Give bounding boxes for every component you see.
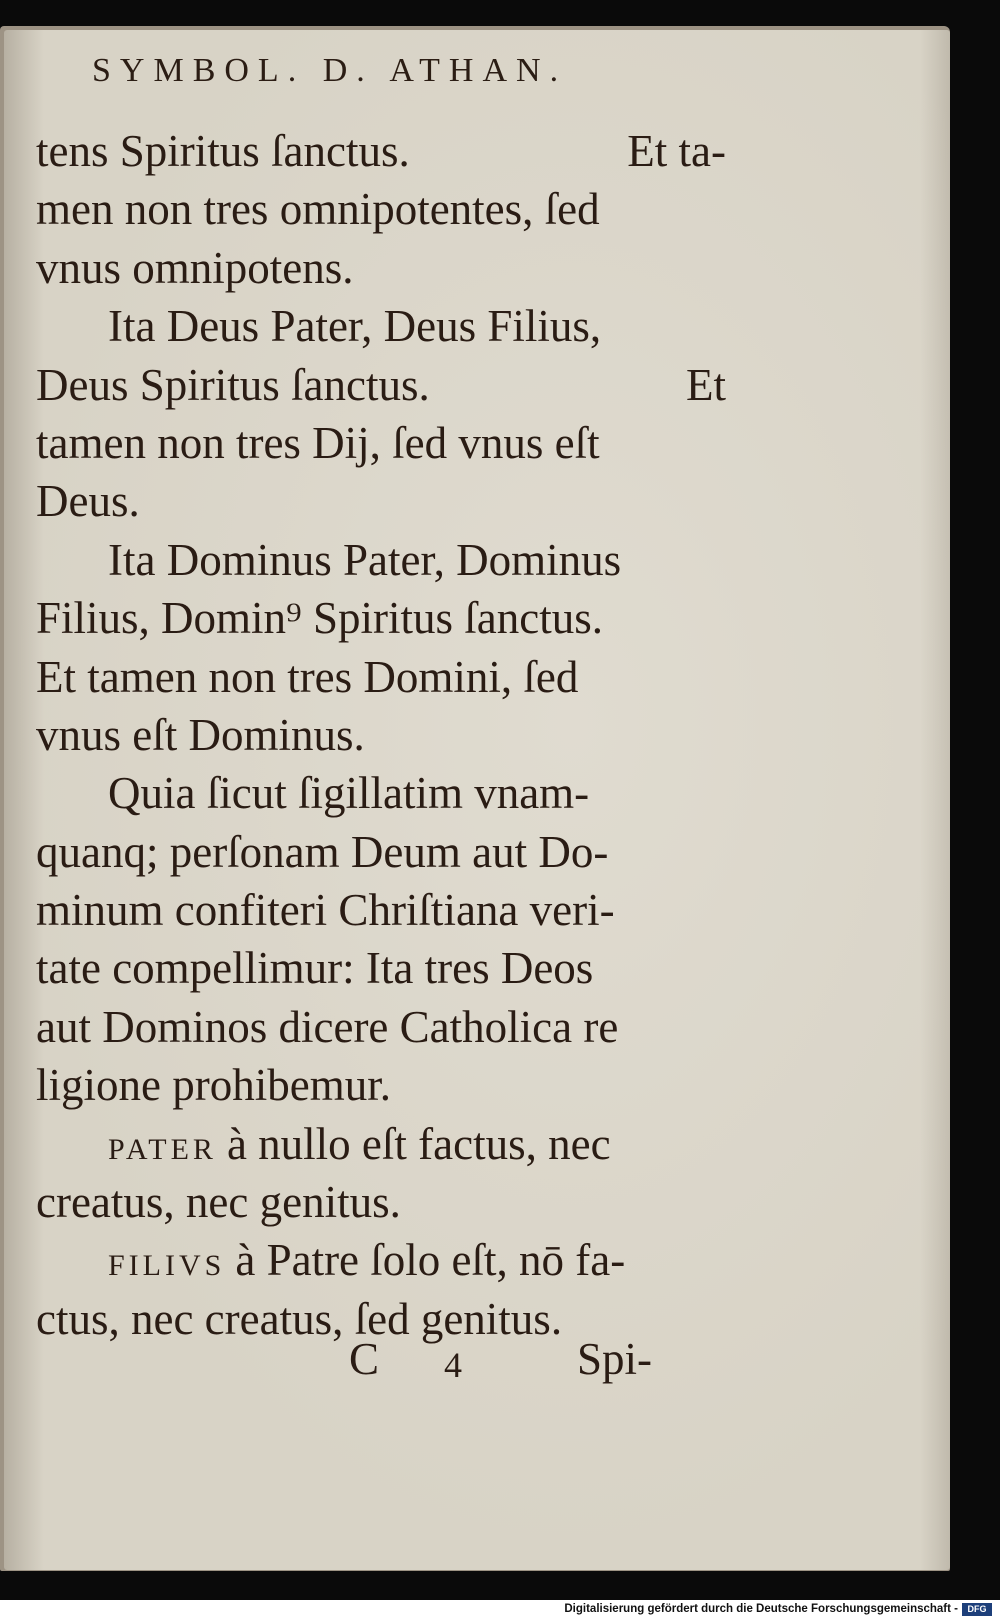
line-text: Et tamen non tres Domini, ſed	[36, 651, 579, 702]
line-text: Deus Spiritus ſanctus.	[36, 359, 430, 410]
text-line	[36, 1115, 726, 1173]
book-page	[4, 30, 950, 1570]
line-text: minum confiteri Chriſtiana veri-	[36, 885, 615, 936]
line-text: tamen non tres Dij, ſed vnus eſt	[36, 417, 600, 468]
footer-bar	[0, 1600, 1000, 1620]
line-text: Ita Deus Pater, Deus Filius,	[108, 301, 602, 352]
line-text: à Patre ſolo eſt, nō fa-	[235, 1235, 626, 1286]
line-text: Et	[686, 359, 726, 410]
line-text: ligione prohibemur.	[36, 1060, 391, 1111]
line-text: Deus.	[36, 476, 140, 527]
text-line	[36, 180, 726, 238]
line-text: aut Dominos dicere Catholica re	[36, 1001, 619, 1052]
text-line	[36, 531, 726, 589]
line-text: vnus eſt Dominus.	[36, 709, 365, 760]
line-text: creatus, nec genitus.	[36, 1177, 401, 1228]
text-line	[36, 998, 726, 1056]
line-text: Filius, Domin⁹ Spiritus ſanctus.	[36, 593, 603, 644]
line-text: Ita Dominus Pater, Dominus	[108, 534, 622, 585]
small-caps-word: PATER	[108, 1132, 217, 1166]
text-line	[36, 1231, 726, 1289]
text-line	[36, 239, 726, 297]
line-text: vnus omnipotens.	[36, 242, 354, 293]
line-text: Quia ſicut ſigillatim vnam-	[108, 768, 590, 819]
dfg-logo: DFG	[962, 1603, 992, 1616]
show-through-texture	[694, 110, 934, 1410]
line-text: ctus, nec creatus, ſed genitus.	[36, 1293, 563, 1344]
text-lines	[36, 122, 726, 1348]
text-line	[36, 764, 726, 822]
text-line	[36, 823, 726, 881]
text-line	[36, 356, 726, 414]
text-line	[36, 939, 726, 997]
line-text: tate compellimur: Ita tres Deos	[36, 943, 594, 994]
text-line	[36, 472, 726, 530]
line-text: quanq; perſonam Deum aut Do-	[36, 826, 609, 877]
text-line	[36, 1173, 726, 1231]
small-caps-word: FILIVS	[108, 1249, 226, 1283]
funding-credit: Digitalisierung gefördert durch die Deutsche Forschungsgemeinschaft -	[564, 1603, 958, 1615]
catchword: Spi-	[577, 1334, 653, 1384]
text-line	[36, 589, 726, 647]
line-text: tens Spiritus ſanctus.	[36, 126, 410, 176]
text-line	[36, 706, 726, 764]
line-text: à nullo eſt factus, nec	[226, 1118, 611, 1169]
text-line	[36, 414, 726, 472]
text-line	[36, 122, 726, 180]
running-head: SYMBOL. D. ATHAN.	[92, 52, 568, 89]
signature-number: 4	[444, 1345, 462, 1385]
text-line	[36, 297, 726, 355]
text-line	[36, 648, 726, 706]
line-text: men non tres omnipotentes, ſed	[36, 184, 600, 235]
line-text: Et ta-	[627, 126, 726, 176]
text-line	[36, 881, 726, 939]
text-line	[36, 1056, 726, 1114]
signature-letter: C	[349, 1334, 380, 1384]
